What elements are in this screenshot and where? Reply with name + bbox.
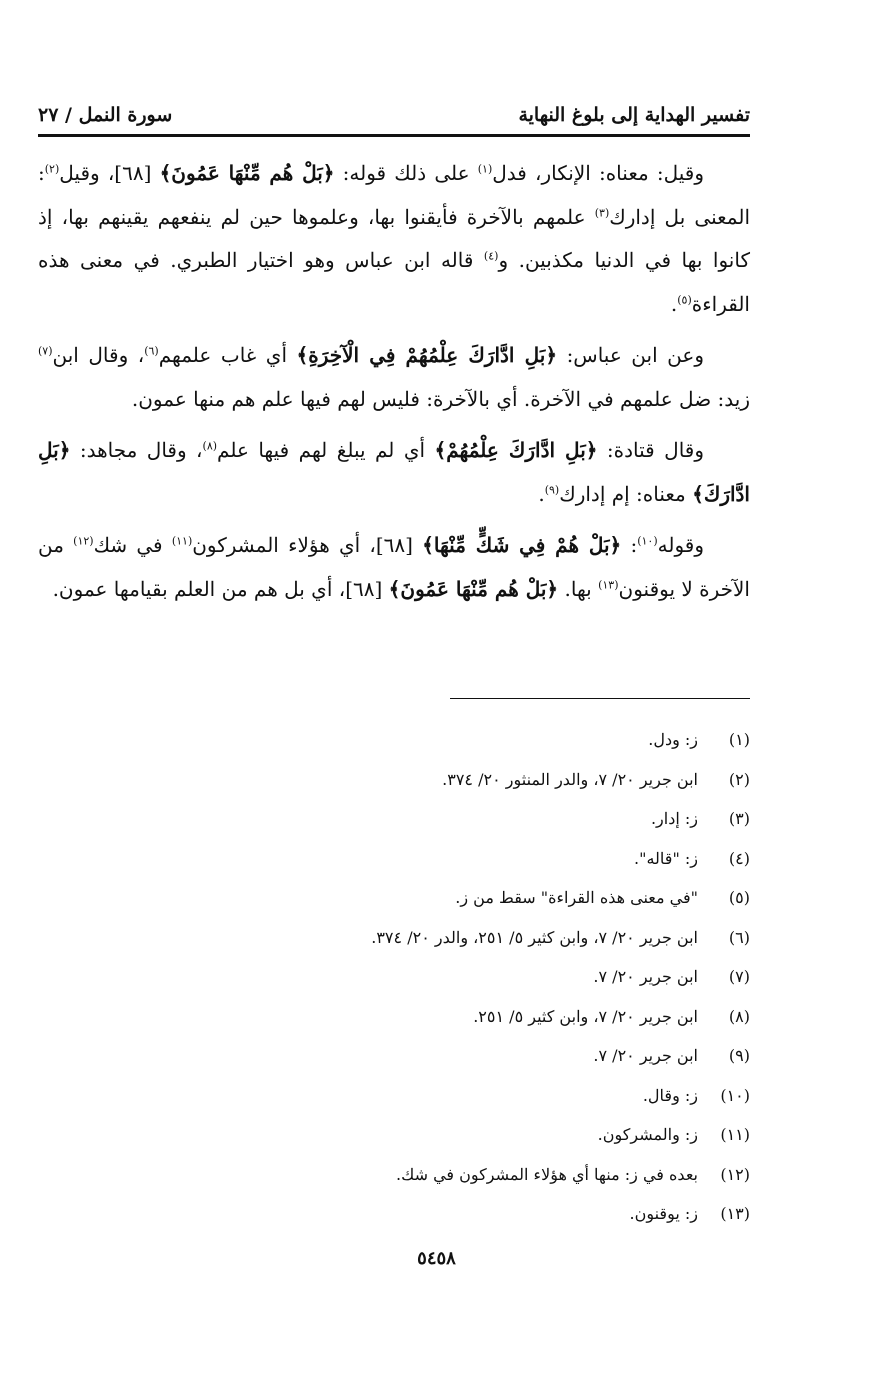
text-run: في شك [93, 533, 172, 557]
quran-quote: ﴿بَلِ ادَّارَكَ عِلْمُهُمْ فِي الْآخِرَةِ﴾ [296, 343, 558, 367]
text-run: أي غاب علمهم [158, 343, 297, 367]
text-run: وعن ابن عباس: [557, 343, 704, 367]
footnote-item [110, 839, 750, 879]
text-run: من الآخرة لا يوقنون [38, 533, 750, 601]
text-run: ، وقال مجاهد: [70, 438, 203, 462]
text-run: معناه: إم إدارك [559, 481, 693, 506]
text-run: بها. [558, 576, 599, 601]
footnote-number: (٢) [728, 769, 750, 789]
footnote-number: (١) [728, 730, 750, 749]
quran-quote: ﴿بَلْ هُم مِّنْهَا عَمُونَ﴾ [388, 576, 559, 601]
footnote-number: (١٢) [720, 1164, 750, 1184]
text-run: [٦٨]، أي هؤلاء المشركون [192, 533, 423, 557]
text-run: ، وقال ابن [52, 343, 145, 367]
text-run: أي لم يبلغ لهم فيها علم [217, 438, 435, 462]
header-rule [38, 134, 750, 137]
footnote-number: (١٠) [720, 1085, 750, 1105]
footnote-ref: (٧) [38, 344, 53, 358]
footnote-text: ابن جرير ٢٠/ ٧، وابن كثير ٥/ ٢٥١، والدر ٢٠/ ٣٧٤. [371, 927, 698, 947]
footnote-text: ز: والمشركون. [597, 1125, 698, 1144]
footnote-number: (٨) [728, 1006, 750, 1026]
text-run: : المعنى بل إدارك [38, 161, 750, 229]
text-run: وقال قتادة: [597, 438, 705, 462]
text-run: [٦٨]، أي بل هم من العلم بقيامها عمون. [52, 576, 389, 601]
footnote-number: (٩) [728, 1046, 750, 1065]
footnote-ref: (٥) [677, 292, 692, 306]
footnote-item [110, 1194, 750, 1234]
text-run: وقوله [657, 533, 704, 557]
footnote-ref: (٦) [144, 344, 159, 358]
footnote-text: ابن جرير ٢٠/ ٧، والدر المنثور ٢٠/ ٣٧٤. [442, 769, 698, 789]
footnote-ref: (٤) [483, 249, 499, 263]
footnote-text: بعده في ز: منها أي هؤلاء المشركون في شك. [396, 1164, 698, 1184]
text-run: علمهم بالآخرة فأيقنوا بها، وعلموها حين لم ينفعهم يقينهم بها، إذ كانوا بها في الدنيا مكذبين. و [38, 204, 750, 272]
footnote-item [110, 918, 750, 958]
footnote-item [110, 1036, 750, 1076]
footnote-text: ز: يوقنون. [629, 1204, 698, 1223]
quran-quote: ﴿بَلِ ادَّارَكَ عِلْمُهُمْ﴾ [434, 438, 598, 462]
footnote-item [110, 997, 750, 1037]
footnote-text: "في معنى هذه القراءة" سقط من ز. [455, 888, 698, 907]
footnote-ref: (١٣) [598, 577, 619, 591]
footnote-number: (٤) [728, 848, 750, 868]
text-run: . [538, 481, 545, 506]
footnote-number: (٥) [728, 888, 750, 907]
footnote-text: ابن جرير ٢٠/ ٧. [593, 967, 698, 986]
footnote-ref: (١٠) [637, 534, 658, 548]
text-run: . [670, 291, 678, 316]
footnote-text: ابن جرير ٢٠/ ٧. [593, 1046, 698, 1065]
text-run: [٦٨]، وقيل [59, 161, 160, 185]
footnote-number: (١١) [720, 1125, 750, 1144]
paragraph [38, 152, 750, 326]
footnote-text: ابن جرير ٢٠/ ٧، وابن كثير ٥/ ٢٥١. [473, 1006, 698, 1026]
text-run: زيد: ضل علمهم في الآخرة. أي بالآخرة: فليس لهم فيها علم هم منها عمون. [131, 386, 750, 411]
text-run: على ذلك قوله: [334, 161, 478, 185]
paragraph [38, 524, 750, 611]
footnotes-list [110, 720, 750, 1234]
footnote-item [110, 1155, 750, 1195]
footnote-text: ز: وقال. [642, 1085, 698, 1105]
page-number: ٥٤٥٨ [417, 1248, 456, 1269]
surah-label: سورة النمل / ٢٧ [38, 104, 173, 126]
footnote-ref: (١) [477, 162, 493, 176]
footnote-ref: (٢) [44, 162, 60, 176]
quran-quote: ﴿بَلِ ادَّارَكَ﴾ [38, 438, 750, 506]
footnote-text: ز: إدار. [650, 809, 698, 828]
footnote-ref: (١٢) [73, 534, 94, 548]
footnote-ref: (٨) [202, 439, 218, 453]
footnote-ref: (٣) [594, 205, 610, 219]
footnote-ref: (١١) [171, 534, 193, 548]
paragraph [38, 334, 750, 421]
main-text [38, 152, 750, 619]
book-title: تفسير الهداية إلى بلوغ النهاية [518, 104, 750, 126]
footnote-number: (١٣) [720, 1204, 750, 1223]
footnote-separator [450, 698, 750, 699]
paragraph [38, 429, 750, 516]
footnote-number: (٧) [728, 967, 750, 986]
footnote-item [110, 760, 750, 800]
running-header [38, 86, 750, 126]
footnote-text: ز: "قاله". [634, 848, 698, 868]
quran-quote: ﴿بَلْ هُمْ فِي شَكٍّ مِّنْهَا﴾ [422, 533, 622, 557]
text-run: : [621, 533, 638, 557]
text-run: قاله ابن عباس وهو اختيار الطبري. في معنى هذه القراءة [38, 248, 750, 316]
footnote-text: ز: ودل. [648, 730, 698, 749]
footnote-number: (٣) [728, 809, 750, 828]
footnote-item [110, 957, 750, 997]
footnote-number: (٦) [728, 927, 750, 947]
quran-quote: ﴿بَلْ هُم مِّنْهَا عَمُونَ﴾ [159, 161, 335, 185]
text-run: وقيل: معناه: الإنكار، فدل [492, 161, 704, 185]
footnote-item [110, 878, 750, 918]
footnote-item [110, 799, 750, 839]
footnote-item [110, 1115, 750, 1155]
footnote-item [110, 720, 750, 760]
footnote-item [110, 1076, 750, 1116]
footnote-ref: (٩) [544, 482, 560, 496]
